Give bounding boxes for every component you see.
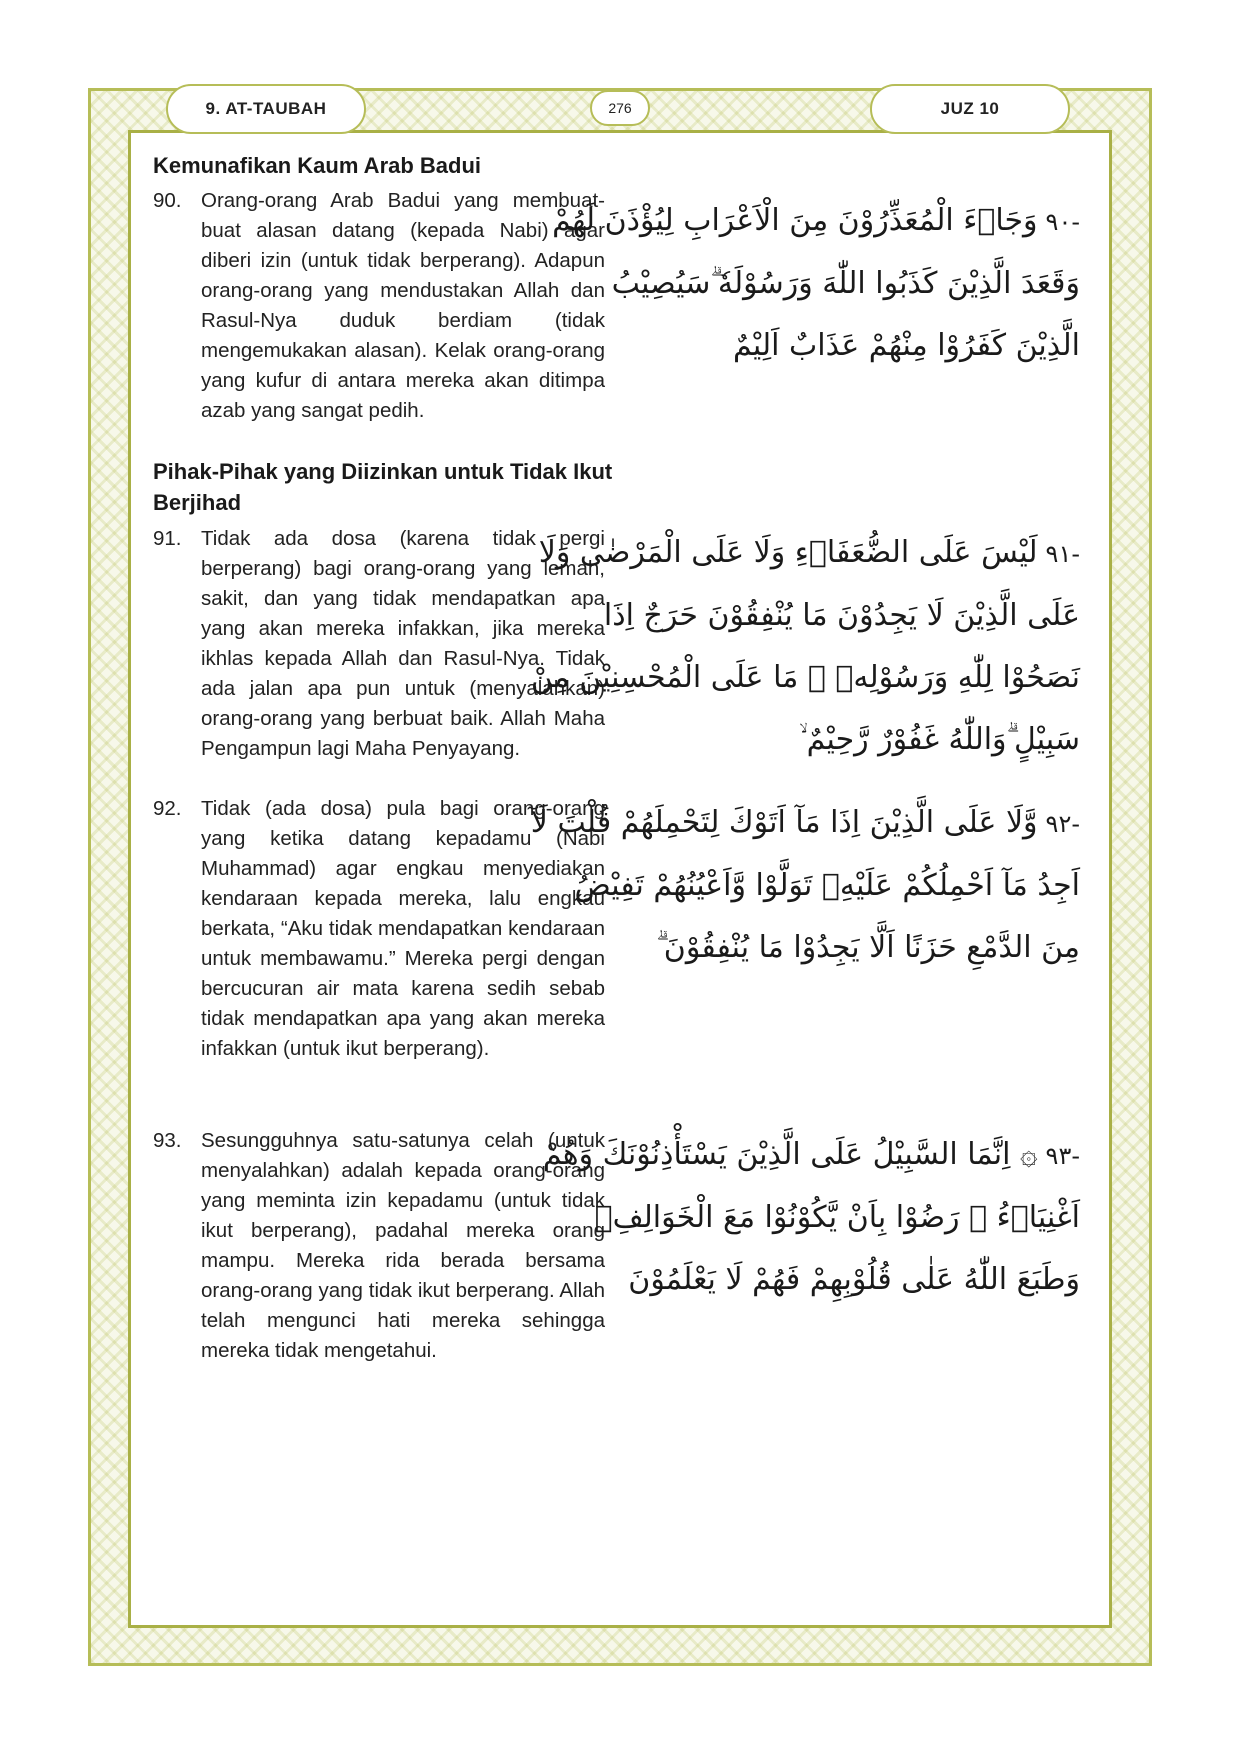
verse-translation-93 [153, 1126, 605, 1366]
verse-number: 93. [153, 1129, 182, 1152]
arabic-line: نَصَحُوْا لِلّٰهِ وَرَسُوْلِهٖ ۗ مَا عَلَى الْمُحْسِنِيْنَ مِنْ [530, 660, 1080, 695]
section-heading: Kemunafikan Kaum Arab Badui [153, 153, 482, 178]
arabic-line: الَّذِيْنَ كَفَرُوْا مِنْهُمْ عَذَابٌ اَلِيْمٌ [732, 328, 1080, 363]
verse-text: Tidak ada dosa (karena tidak pergi berperang) bagi orang-orang yang lemah, sakit, dan yang tidak mendapatkan apa yang akan mereka infakkan, jika mereka ikhlas kepada Allah dan Rasul-Nya. Tidak ada jalan apa pun untuk (menyalahkan) orang-orang yang berbuat baik. Allah Maha Pengampun lagi Maha Penyayang. [201, 527, 605, 760]
verse-number: 91. [153, 527, 182, 550]
verse-number: 90. [153, 189, 182, 212]
verse-text: Tidak (ada dosa) pula bagi orang-orang yang ketika datang kepadamu (Nabi Muhammad) agar engkau menyediakan kendaraan kepada mereka, lalu engkau berkata, “Aku tidak mendapatkan kendaraan untuk membawamu.” Mereka pergi dengan bercucuran air mata karena sedih sebab tidak mendapatkan apa yang akan mereka infakkan (untuk ikut berperang). [201, 797, 605, 1060]
arabic-line: عَلَى الَّذِيْنَ لَا يَجِدُوْنَ مَا يُنْفِقُوْنَ حَرَجٌ اِذَا [603, 598, 1080, 633]
verse-translation-90 [153, 186, 605, 426]
arabic-verse-90 [552, 190, 1080, 377]
arabic-verse-92 [530, 792, 1080, 979]
verse-text: Sesungguhnya satu-satunya celah (untuk menyalahkan) adalah kepada orang-orang yang meminta izin kepadamu (untuk tidak ikut berperang), padahal mereka orang mampu. Mereka rida berada bersama orang-orang yang tidak ikut berperang. Allah telah mengunci hati mereka sehingga mereka tidak mengetahui. [201, 1129, 605, 1362]
arabic-line: اَغْنِيَاۤءُ ۚ رَضُوْا بِاَنْ يَّكُوْنُوْا مَعَ الْخَوَالِفِۙ [594, 1200, 1080, 1235]
arabic-line: -٩١لَيْسَ عَلَى الضُّعَفَاۤءِ وَلَا عَلَى الْمَرْضٰى وَلَا [538, 535, 1080, 570]
arabic-verse-93 [542, 1124, 1080, 1311]
verse-number: 92. [153, 797, 182, 820]
arabic-verse-number: -٩٢ [1045, 810, 1080, 838]
arabic-line: -٩٠وَجَاۤءَ الْمُعَذِّرُوْنَ مِنَ الْاَعْرَابِ لِيُؤْذَنَ لَهُمْ [552, 203, 1080, 238]
verse-translation-91 [153, 524, 605, 764]
arabic-line: -٩٣۞ اِنَّمَا السَّبِيْلُ عَلَى الَّذِيْنَ يَسْتَأْذِنُوْنَكَ وَهُمْ [542, 1137, 1080, 1172]
juz-label: JUZ 10 [870, 84, 1070, 134]
arabic-verse-number: -٩٣ [1045, 1142, 1080, 1170]
arabic-line: وَطَبَعَ اللّٰهُ عَلٰى قُلُوْبِهِمْ فَهُمْ لَا يَعْلَمُوْنَ [628, 1262, 1080, 1297]
surah-title: 9. AT-TAUBAH [166, 84, 366, 134]
page-number: 276 [590, 90, 650, 126]
arabic-line: اَجِدُ مَآ اَحْمِلُكُمْ عَلَيْهِۖ تَوَلَّوْا وَّاَعْيُنُهُمْ تَفِيْضُ [574, 868, 1080, 903]
arabic-verse-91 [530, 522, 1080, 771]
arabic-line: مِنَ الدَّمْعِ حَزَنًا اَلَّا يَجِدُوْا مَا يُنْفِقُوْنَ ۗ [656, 930, 1080, 965]
arabic-verse-number: -٩١ [1045, 540, 1080, 568]
arabic-line: سَبِيْلٍ ۗوَاللّٰهُ غَفُوْرٌ رَّحِيْمٌ ۙ [799, 722, 1080, 757]
arabic-line: وَقَعَدَ الَّذِيْنَ كَذَبُوا اللّٰهَ وَرَسُوْلَهٗ ۗسَيُصِيْبُ [611, 266, 1080, 301]
arabic-line: -٩٢وَّلَا عَلَى الَّذِيْنَ اِذَا مَآ اَتَوْكَ لِتَحْمِلَهُمْ قُلْتَ لَآ [530, 805, 1080, 840]
arabic-verse-number: -٩٠ [1045, 208, 1080, 236]
verse-text: Orang-orang Arab Badui yang membuat-buat alasan datang (kepada Nabi) agar diberi izin (untuk tidak berperang). Adapun orang-orang yang mendustakan Allah dan Rasul-Nya duduk berdiam (tidak mengemukakan alasan). Kelak orang-orang yang kufur di antara mereka akan ditimpa azab yang sangat pedih. [201, 189, 605, 422]
section-heading: Pihak-Pihak yang Diizinkan untuk Tidak Ikut Berjihad [153, 459, 613, 515]
